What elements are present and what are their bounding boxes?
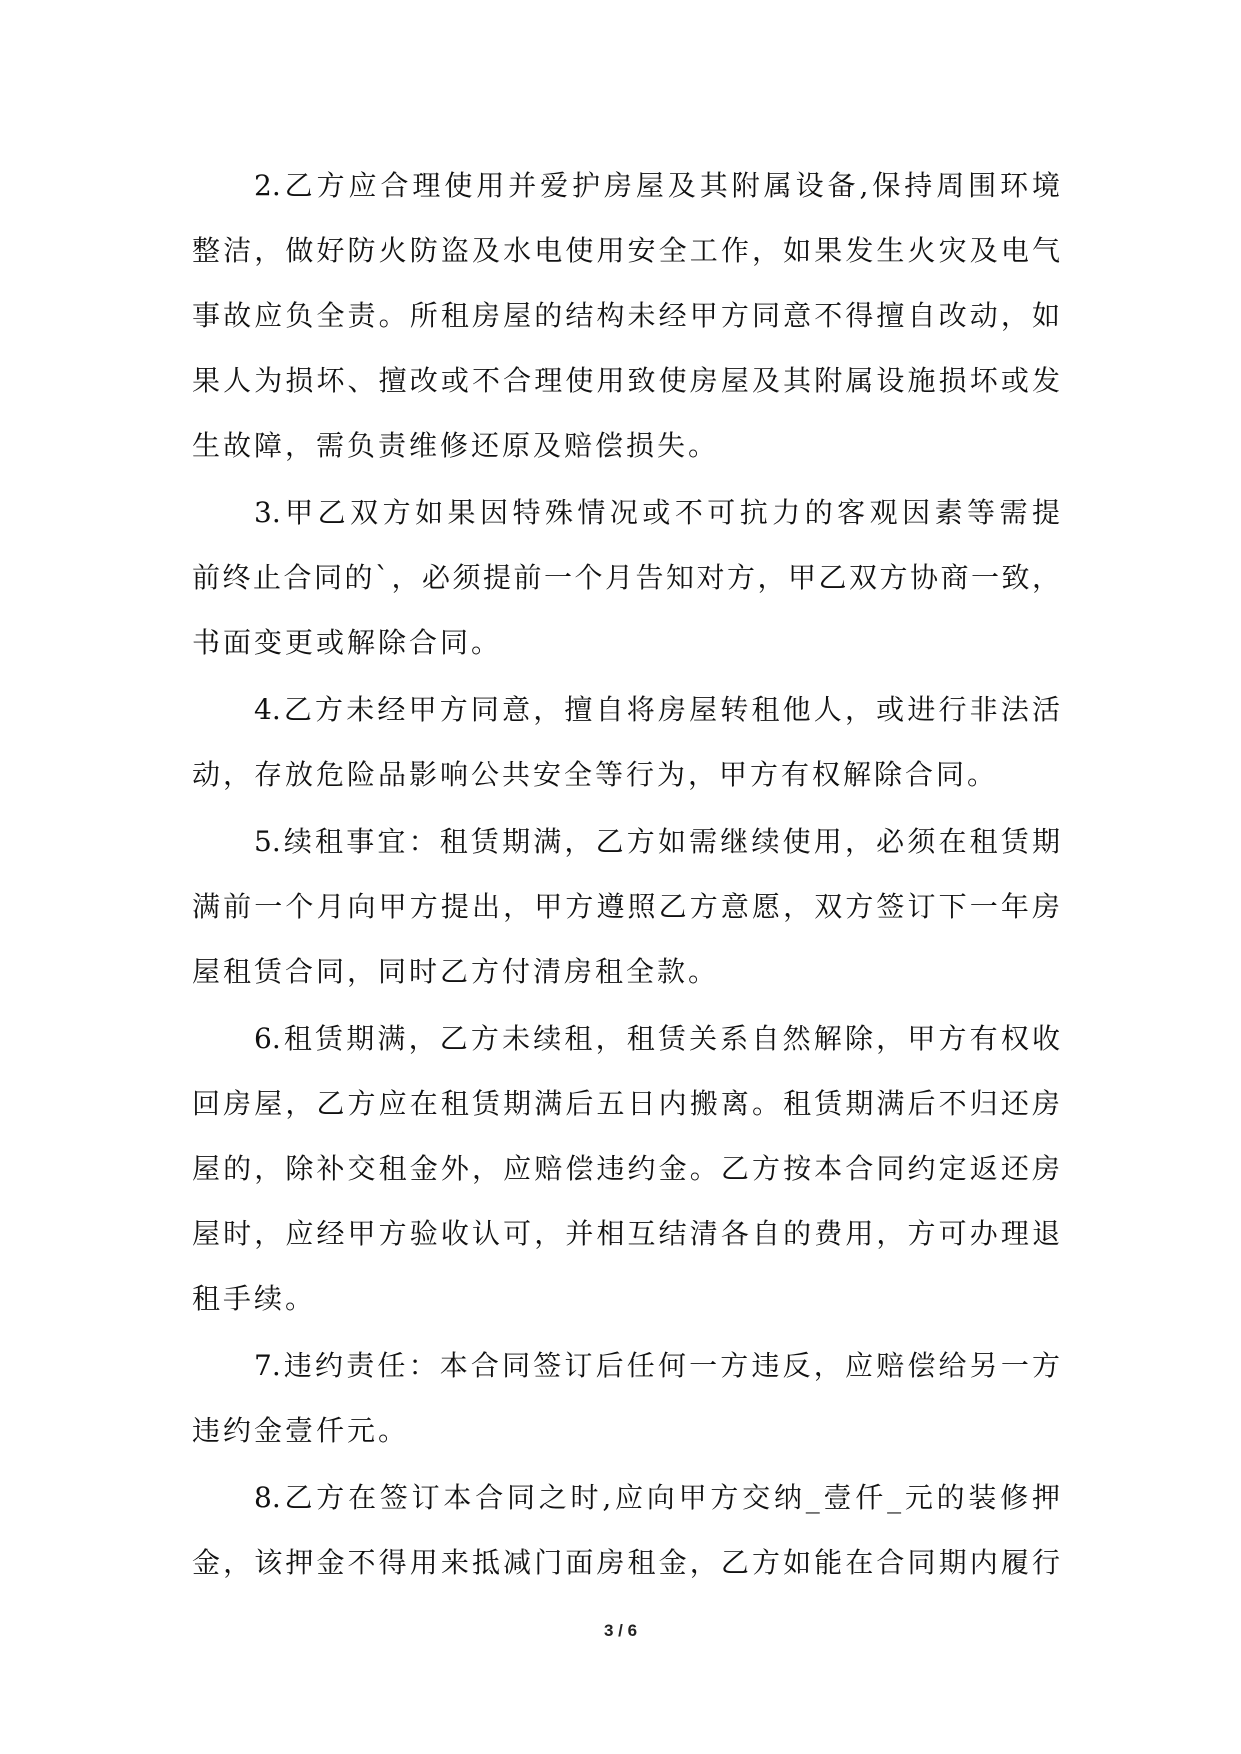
text-line: 2.乙方应合理使用并爱护房屋及其附属设备,保持周围环境 xyxy=(254,169,1060,202)
clause-4 xyxy=(192,677,1060,807)
text-line: 5.续租事宜：租赁期满，乙方如需继续使用，必须在租赁期 xyxy=(254,825,1060,858)
clause-8 xyxy=(192,1465,1060,1595)
clause-2 xyxy=(192,153,1060,478)
text-line: 书面变更或解除合同。 xyxy=(192,626,503,659)
text-line: 3.甲乙双方如果因特殊情况或不可抗力的客观因素等需提 xyxy=(254,496,1060,529)
clause-6 xyxy=(192,1006,1060,1331)
clause-5 xyxy=(192,809,1060,1004)
text-line: 金，该押金不得用来抵减门面房租金，乙方如能在合同期内履行 xyxy=(192,1546,1060,1579)
text-line: 整洁，做好防火防盗及水电使用安全工作，如果发生火灾及电气 xyxy=(192,234,1060,267)
page-number: 3 / 6 xyxy=(603,1621,638,1640)
text-line: 7.违约责任：本合同签订后任何一方违反，应赔偿给另一方 xyxy=(254,1349,1060,1382)
text-line: 动，存放危险品影响公共安全等行为，甲方有权解除合同。 xyxy=(192,758,999,791)
text-line: 果人为损坏、擅改或不合理使用致使房屋及其附属设施损坏或发 xyxy=(192,364,1060,397)
text-line: 前终止合同的`，必须提前一个月告知对方，甲乙双方协商一致， xyxy=(192,561,1060,594)
contract-body xyxy=(192,153,1060,1597)
clause-3 xyxy=(192,480,1060,675)
text-line: 租手续。 xyxy=(192,1282,317,1315)
text-line: 屋的，除补交租金外，应赔偿违约金。乙方按本合同约定返还房 xyxy=(192,1152,1060,1185)
clause-7 xyxy=(192,1333,1060,1463)
text-line: 屋时，应经甲方验收认可，并相互结清各自的费用，方可办理退 xyxy=(192,1217,1060,1250)
text-line: 生故障，需负责维修还原及赔偿损失。 xyxy=(192,429,720,462)
text-line: 4.乙方未经甲方同意，擅自将房屋转租他人，或进行非法活 xyxy=(254,693,1060,726)
text-line: 屋租赁合同，同时乙方付清房租全款。 xyxy=(192,955,720,988)
text-line: 事故应负全责。所租房屋的结构未经甲方同意不得擅自改动，如 xyxy=(192,299,1060,332)
text-line: 违约金壹仟元。 xyxy=(192,1414,410,1447)
text-line: 回房屋，乙方应在租赁期满后五日内搬离。租赁期满后不归还房 xyxy=(192,1087,1060,1120)
text-line: 满前一个月向甲方提出，甲方遵照乙方意愿，双方签订下一年房 xyxy=(192,890,1060,923)
text-line: 6.租赁期满，乙方未续租，租赁关系自然解除，甲方有权收 xyxy=(254,1022,1060,1055)
text-line: 8.乙方在签订本合同之时,应向甲方交纳_壹仟_元的装修押 xyxy=(254,1481,1060,1514)
